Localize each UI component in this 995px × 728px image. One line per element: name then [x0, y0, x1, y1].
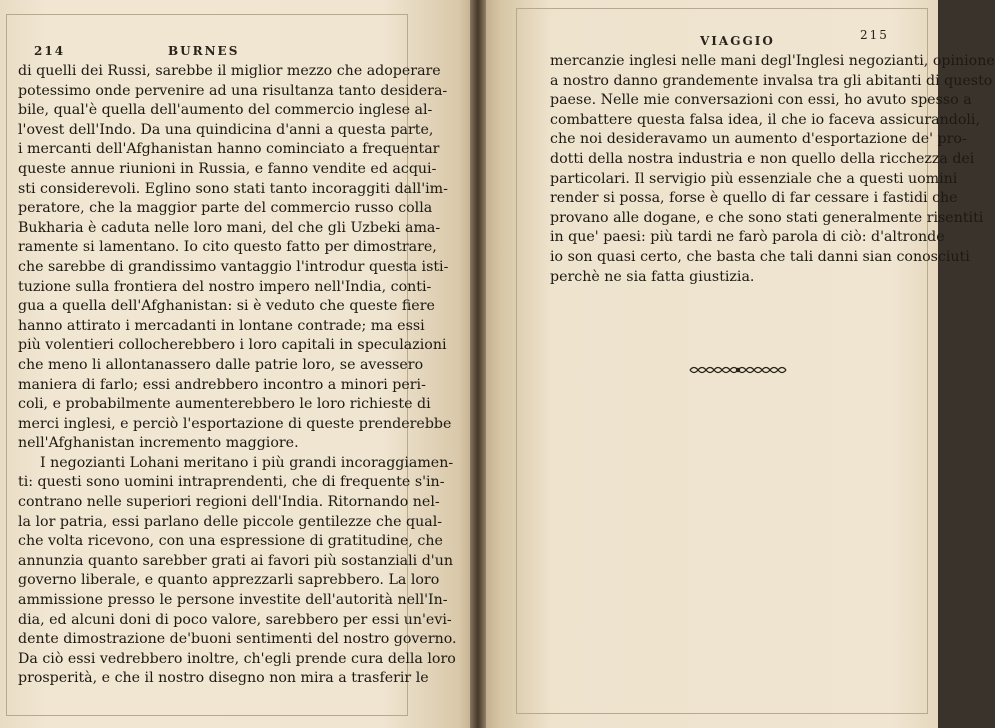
text-line: Bukharia è caduta nelle loro mani, del che gli Uzbeki ama-	[18, 219, 441, 236]
text-line: che meno li allontanassero dalle patrie loro, se avessero	[18, 356, 424, 373]
text-line: peratore, che la maggior parte del commercio russo colla	[18, 200, 433, 217]
text-line: I negozianti Lohani meritano i più grandi incoraggiamen-	[40, 454, 454, 471]
left-paragraph-2	[18, 454, 457, 689]
text-line: che noi desideravamo un aumento d'esportazione de' pro-	[550, 131, 967, 148]
text-line: ammissione presso le persone investite dell'autorità nell'In-	[18, 592, 448, 609]
text-line: io son quasi certo, che basta che tali danni sian conosciuti	[550, 248, 970, 265]
text-line: nell'Afghanistan incremento maggiore.	[18, 435, 299, 452]
text-line: annunzia quanto sarebber grati ai favori più sostanziali d'un	[18, 552, 453, 569]
text-line: tuzione sulla frontiera del nostro impero nell'India, conti-	[18, 278, 432, 295]
text-line: combattere questa falsa idea, il che io faceva assicurandoli,	[550, 111, 980, 128]
text-line: che volta ricevono, con una espressione di gratitudine, che	[18, 533, 443, 550]
text-line: ti: questi sono uomini intraprendenti, che di frequente s'in-	[18, 474, 445, 491]
text-line: mercanzie inglesi nelle mani degl'Inglesi negozianti, opinione	[550, 53, 995, 69]
text-line: che sarebbe di grandissimo vantaggio l'introdur questa isti-	[18, 258, 449, 275]
text-line: dotti della nostra industria e non quello della ricchezza dei	[550, 150, 975, 167]
left-page-number: 214	[34, 44, 66, 58]
text-line: merci inglesi, e perciò l'esportazione di queste prenderebbe	[18, 415, 452, 432]
left-paragraph-1	[18, 62, 452, 454]
text-line: in que' paesi: più tardi ne farò parola di ciò: d'altronde	[550, 229, 945, 246]
text-line: potessimo onde pervenire ad una risultanza tanto desidera-	[18, 82, 448, 99]
text-line: hanno attirato i mercadanti in lontane contrade; ma essi	[18, 317, 425, 334]
text-line: Da ciò essi vedrebbero inoltre, ch'egli prende cura della loro	[18, 650, 456, 667]
text-line: a nostro danno grandemente invalsa tra gli abitanti di questo	[550, 72, 993, 89]
left-page	[0, 0, 478, 728]
text-line: di quelli dei Russi, sarebbe il miglior mezzo che adoperare	[18, 63, 441, 79]
left-page-text	[18, 62, 457, 689]
text-line: governo liberale, e quanto apprezzarli saprebbero. La loro	[18, 572, 440, 589]
right-paragraph-1	[550, 52, 995, 287]
text-line: maniera di farlo; essi andrebbero incontro a minori peri-	[18, 376, 426, 393]
book-gutter	[470, 0, 486, 728]
text-line: la lor patria, essi parlano delle piccole gentilezze che qual-	[18, 513, 443, 530]
text-line: render si possa, forse è quello di far cessare i fastidi che	[550, 190, 958, 207]
text-line: sti considerevoli. Eglino sono stati tanto incoraggiti dall'im-	[18, 180, 448, 197]
text-line: perchè ne sia fatta giustizia.	[550, 268, 755, 285]
text-line: prosperità, e che il nostro disegno non mira a trasferir le	[18, 670, 429, 687]
text-line: dia, ed alcuni doni di poco valore, sarebbero per essi un'evi-	[18, 611, 452, 628]
text-line: più volentieri collocherebbero i loro capitali in speculazioni	[18, 337, 447, 354]
text-line: queste annue riunioni in Russia, e fanno vendite ed acqui-	[18, 160, 437, 177]
text-line: contrano nelle superiori regioni dell'India. Ritornando nel-	[18, 494, 440, 511]
text-line: bile, qual'è quella dell'aumento del commercio inglese al-	[18, 102, 433, 119]
text-line: particolari. Il servigio più essenziale che a questi uomini	[550, 170, 958, 187]
text-line: l'ovest dell'Indo. Da una quindicina d'anni a questa parte,	[18, 121, 434, 138]
text-line: ramente si lamentano. Io cito questo fatto per dimostrare,	[18, 239, 437, 256]
text-line: gua a quella dell'Afghanistan: si è veduto che queste fiere	[18, 298, 435, 315]
right-page-text	[550, 52, 995, 287]
section-end-ornament	[688, 364, 788, 376]
right-page	[478, 0, 995, 728]
right-running-head: VIAGGIO	[700, 34, 775, 48]
text-line: coli, e probabilmente aumenterebbero le loro richieste di	[18, 396, 431, 413]
left-running-head: BURNES	[168, 44, 240, 58]
right-page-number: 215	[860, 28, 889, 42]
text-line: dente dimostrazione de'buoni sentimenti del nostro governo.	[18, 631, 457, 648]
text-line: provano alle dogane, e che sono stati generalmente risentiti	[550, 209, 984, 226]
text-line: i mercanti dell'Afghanistan hanno cominciato a frequentar	[18, 141, 440, 158]
text-line: paese. Nelle mie conversazioni con essi, ho avuto spesso a	[550, 92, 972, 109]
